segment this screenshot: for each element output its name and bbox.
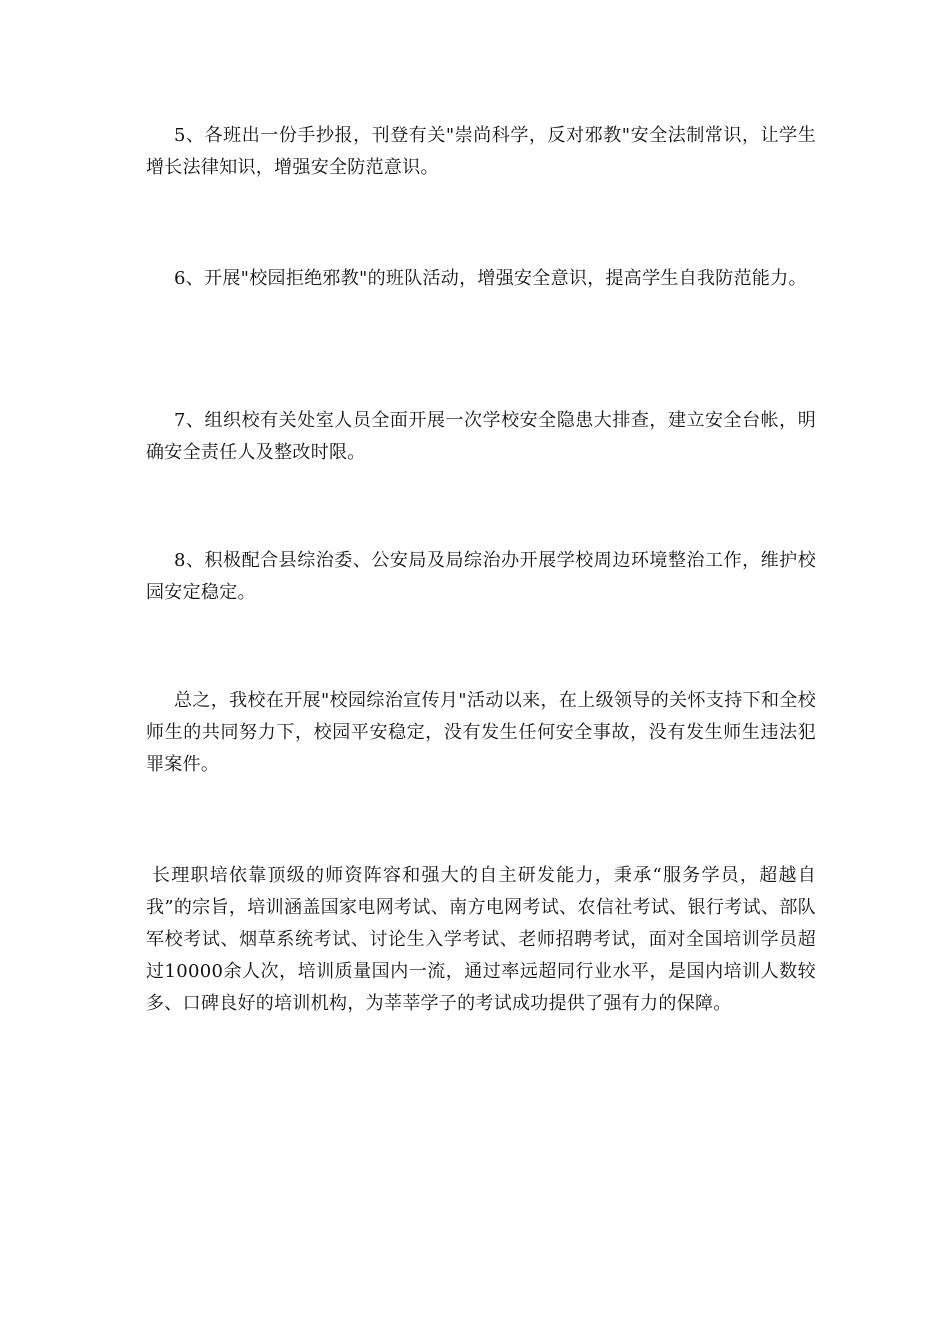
paragraph-item-7: 7、组织校有关处室人员全面开展一次学校安全隐患大排查，建立安全台帐，明确安全责任人及整改时限。 xyxy=(146,410,816,463)
paragraph-item-6: 6、开展"校园拒绝邪教"的班队活动，增强安全意识，提高学生自我防范能力。 xyxy=(174,268,807,289)
paragraph-item-8: 8、积极配合县综治委、公安局及局综治办开展学校周边环境整治工作，维护校园安定稳定。 xyxy=(146,550,816,603)
paragraph-item-5: 5、各班出一份手抄报，刊登有关"崇尚科学，反对邪教"安全法制常识，让学生增长法律知识，增强安全防范意识。 xyxy=(146,125,816,178)
paragraph-promo: 长理职培依靠顶级的师资阵容和强大的自主研发能力，秉承“服务学员，超越自我”的宗旨，培训涵盖国家电网考试、南方电网考试、农信社考试、银行考试、部队军校考试、烟草系统考试、讨论生入学考试、老师招聘考试，面对全国培训学员超过10000余人次，培训质量国内一流，通过率远超同行业水平，是国内培训人数较多、口碑良好的培训机构，为莘莘学子的考试成功提供了强有力的保障。 xyxy=(146,865,816,1014)
paragraph-summary: 总之，我校在开展"校园综治宣传月"活动以来，在上级领导的关怀支持下和全校师生的共同努力下，校园平安稳定，没有发生任何安全事故，没有发生师生违法犯罪案件。 xyxy=(146,690,816,775)
